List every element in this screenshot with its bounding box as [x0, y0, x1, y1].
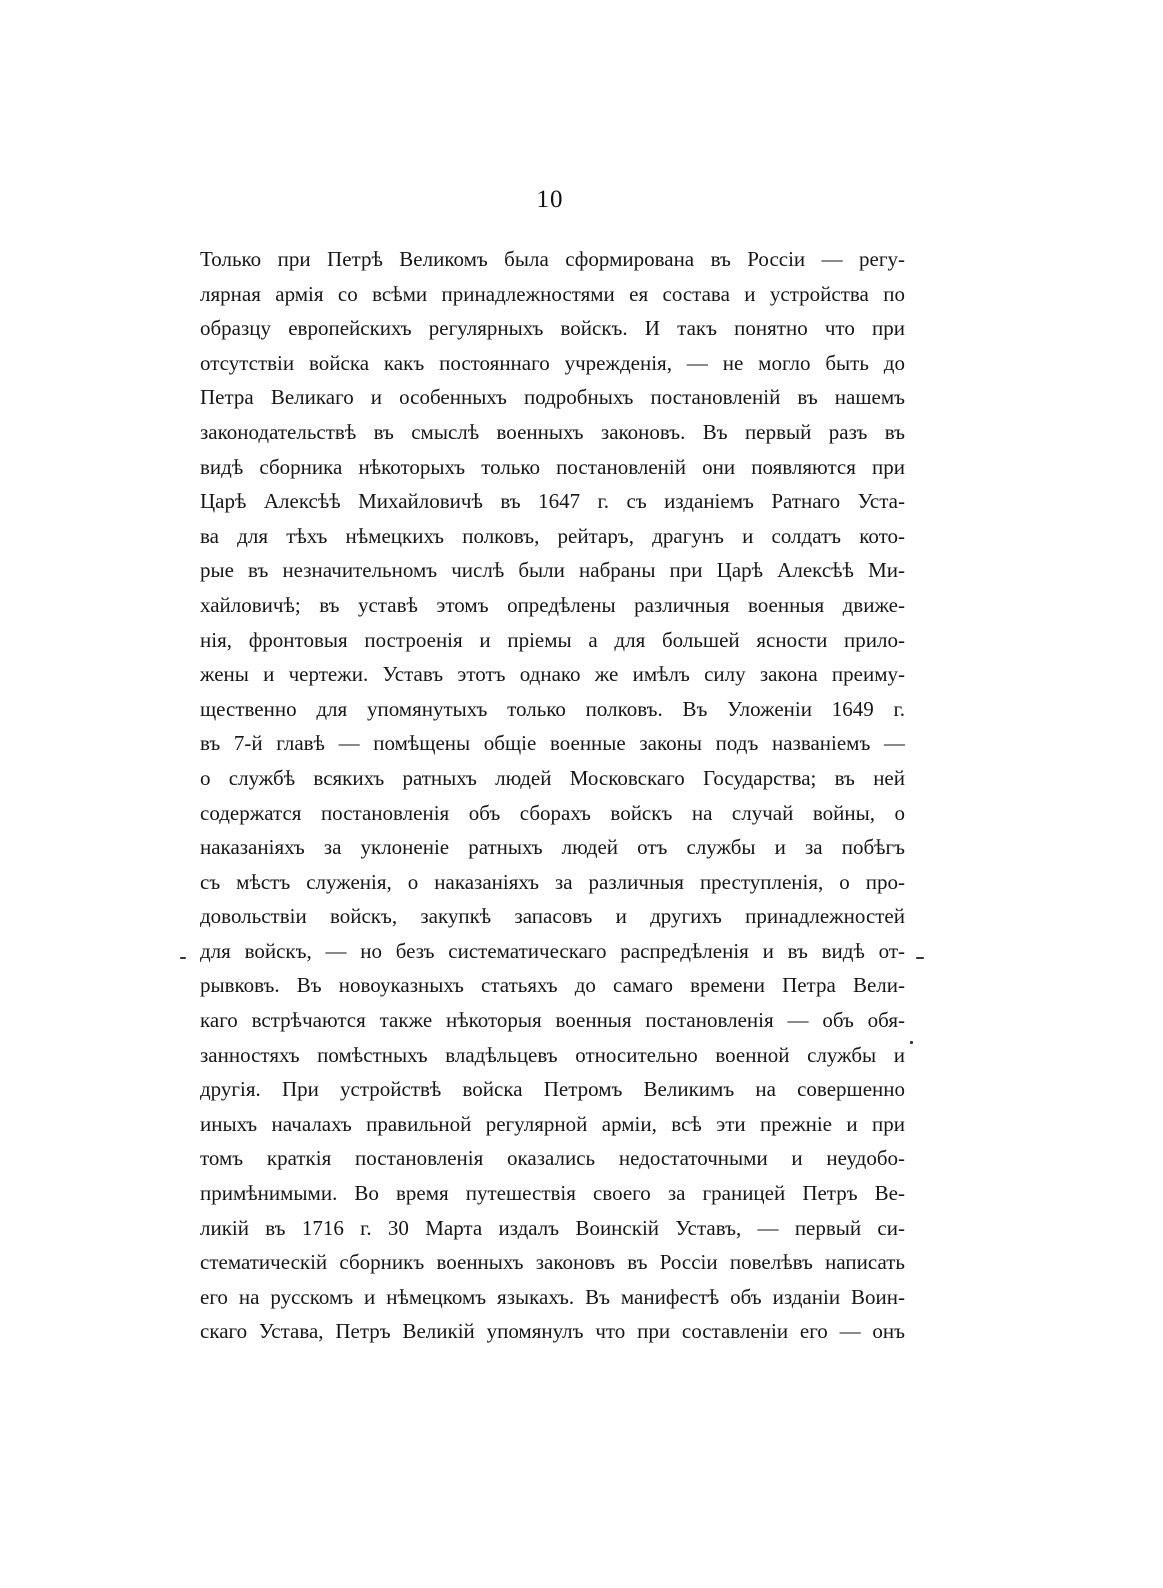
- text-line: другія. При устройствѣ войска Петромъ Великимъ на совершенно: [200, 1077, 905, 1102]
- text-line: томъ краткія постановленія оказались недостаточными и неудобо-: [200, 1146, 905, 1171]
- text-line: Петра Великаго и особенныхъ подробныхъ постановленій въ нашемъ: [200, 385, 905, 410]
- text-line: примѣнимыми. Во время путешествія своего за границей Петръ Ве-: [200, 1181, 905, 1206]
- text-line: щественно для упомянутыхъ только полковъ. Въ Уложеніи 1649 г.: [200, 696, 905, 721]
- text-line: отсутствіи войска какъ постояннаго учрежденія, — не могло быть до: [200, 350, 905, 375]
- text-line: ликій въ 1716 г. 30 Марта издалъ Воинскій Уставъ, — первый си-: [200, 1215, 905, 1240]
- text-line: ва для тѣхъ нѣмецкихъ полковъ, рейтаръ, драгунъ и солдатъ кото-: [200, 523, 905, 548]
- text-line: довольствіи войскъ, закупкѣ запасовъ и другихъ принадлежностей: [200, 904, 905, 929]
- text-line: скаго Устава, Петръ Великій упомянулъ что при составленіи его — онъ: [200, 1319, 905, 1344]
- body-text: [200, 242, 905, 1349]
- text-line: образцу европейскихъ регулярныхъ войскъ. И такъ понятно что при: [200, 316, 905, 341]
- text-line: стематическій сборникъ военныхъ законовъ въ Россіи повелѣвъ написать: [200, 1250, 905, 1275]
- text-line: наказаніяхъ за уклоненіе ратныхъ людей отъ службы и за побѣгъ: [200, 835, 905, 860]
- page-number: 10: [536, 186, 564, 213]
- text-line: каго встрѣчаются также нѣкоторыя военныя постановленія — объ обя-: [200, 1008, 905, 1033]
- text-line: хайловичѣ; въ уставѣ этомъ опредѣлены различныя военныя движе-: [200, 592, 905, 617]
- text-line: лярная армія со всѣми принадлежностями ея состава и устройства по: [200, 281, 905, 306]
- text-line: о службѣ всякихъ ратныхъ людей Московскаго Государства; въ ней: [200, 765, 905, 790]
- text-line: Царѣ Алексѣѣ Михайловичѣ въ 1647 г. съ изданіемъ Ратнаго Уста-: [200, 489, 905, 514]
- text-line: его на русскомъ и нѣмецкомъ языкахъ. Въ манифестѣ объ изданіи Воин-: [200, 1284, 905, 1309]
- scan-speck: [916, 957, 924, 959]
- text-line: занностяхъ помѣстныхъ владѣльцевъ относительно военной службы и: [200, 1042, 905, 1067]
- text-line: съ мѣстъ служенія, о наказаніяхъ за различныя преступленія, о про-: [200, 869, 905, 894]
- text-line: въ 7-й главѣ — помѣщены общіе военные законы подъ названіемъ —: [200, 731, 905, 756]
- text-line: для войскъ, — но безъ систематическаго распредѣленія и въ видѣ от-: [200, 938, 905, 963]
- text-line: рые въ незначительномъ числѣ были набраны при Царѣ Алексѣѣ Ми-: [200, 558, 905, 583]
- text-line: видѣ сборника нѣкоторыхъ только постановленій они появляются при: [200, 454, 905, 479]
- text-line: Только при Петрѣ Великомъ была сформирована въ Россіи — регу-: [200, 247, 905, 271]
- text-line: иныхъ началахъ правильной регулярной арміи, всѣ эти прежніе и при: [200, 1111, 905, 1136]
- text-line: законодательствѣ въ смыслѣ военныхъ законовъ. Въ первый разъ въ: [200, 419, 905, 444]
- text-line: жены и чертежи. Уставъ этотъ однако же имѣлъ силу закона преиму-: [200, 662, 905, 687]
- text-line: нія, фронтовыя построенія и пріемы а для большей ясности прило-: [200, 627, 905, 652]
- text-line: рывковъ. Въ новоуказныхъ статьяхъ до самаго времени Петра Вели-: [200, 973, 905, 998]
- scan-speck: [910, 1041, 913, 1044]
- scan-speck: [180, 957, 186, 959]
- text-line: содержатся постановленія объ сборахъ войскъ на случай войны, о: [200, 800, 905, 825]
